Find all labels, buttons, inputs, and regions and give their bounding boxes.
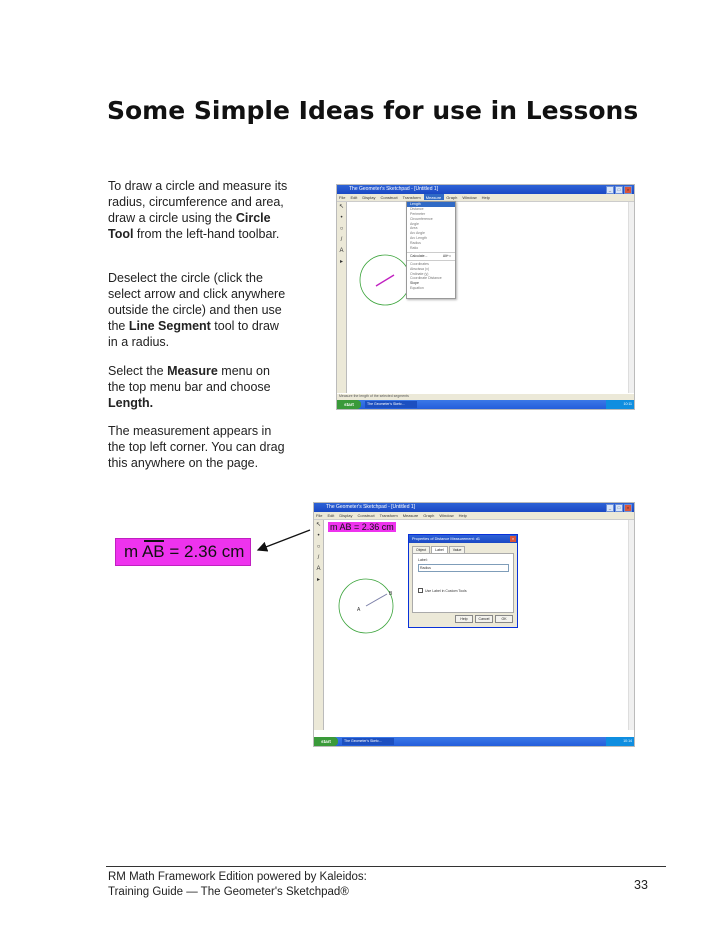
- taskbar-item[interactable]: The Geometer's Sketc...: [365, 401, 417, 408]
- window-title: The Geometer's Sketchpad - [Untitled 1]: [326, 504, 416, 510]
- menu-display[interactable]: Display: [362, 195, 376, 200]
- measurement-callout: [115, 538, 251, 566]
- dialog-buttons: [455, 615, 513, 623]
- checkbox-label: Use Label in Custom Tools: [425, 588, 467, 593]
- status-bar: Measure the length of the selected segments: [337, 394, 634, 400]
- start-button[interactable]: start: [314, 737, 338, 746]
- tab-object[interactable]: Object: [412, 546, 430, 553]
- text: tool to draw in a radius.: [108, 319, 279, 349]
- menu-measure[interactable]: Measure: [424, 194, 445, 200]
- bold-term-measure: Measure: [167, 364, 218, 378]
- tab-value[interactable]: Value: [449, 546, 466, 553]
- menu-item[interactable]: Arc Angle: [410, 231, 425, 236]
- measurement-label[interactable]: m AB = 2.36 cm: [330, 522, 394, 532]
- sketch-drawing: [347, 202, 629, 392]
- toolbox: [337, 202, 347, 393]
- text-tool-icon[interactable]: A: [316, 566, 321, 572]
- menu-item[interactable]: Coordinates: [410, 261, 429, 266]
- paragraph-line-segment: [108, 270, 290, 350]
- sketch-canvas[interactable]: [347, 202, 629, 393]
- point-a-label: A: [357, 607, 361, 613]
- callout-text: m AB = 2.36 cm: [124, 542, 245, 561]
- menu-bar: [337, 194, 634, 202]
- minimize-icon[interactable]: _: [606, 504, 614, 512]
- cancel-button[interactable]: Cancel: [475, 615, 493, 623]
- taskbar-item[interactable]: The Geometer's Sketc...: [342, 738, 394, 745]
- dialog-title: Properties of Distance Measurement: d1: [412, 537, 480, 541]
- bold-term-line-segment: Line Segment: [128, 319, 211, 333]
- window-title: The Geometer's Sketchpad - [Untitled 1]: [349, 186, 439, 192]
- calculate-label: Calculate...: [410, 253, 428, 258]
- menu-item[interactable]: Slope: [410, 281, 419, 286]
- menu-item[interactable]: Circumference: [410, 216, 433, 221]
- vertical-scrollbar[interactable]: [628, 520, 634, 730]
- text: Deselect the circle (click the select arrow and click anywhere outside the circle) and then use the: [108, 271, 286, 333]
- system-tray-clock: 10:11: [606, 400, 634, 409]
- menu-help[interactable]: Help: [481, 195, 490, 200]
- help-button[interactable]: Help: [455, 615, 473, 623]
- menu-bar: [314, 512, 634, 520]
- system-tray-clock: 10:14: [606, 737, 634, 746]
- calculate-shortcut: Alt+=: [442, 253, 451, 258]
- text: menu on the top menu bar and choose: [108, 364, 271, 394]
- menu-transform[interactable]: Transform: [402, 195, 421, 200]
- line-segment-tool-icon[interactable]: /: [317, 555, 320, 561]
- ok-button[interactable]: OK: [495, 615, 513, 623]
- footer-line-1: RM Math Framework Edition powered by Kaleidos:: [108, 871, 367, 883]
- label-input[interactable]: Radius: [418, 564, 509, 572]
- minimize-icon[interactable]: _: [606, 186, 614, 194]
- page-number: 33: [634, 878, 648, 892]
- menu-help[interactable]: Help: [458, 513, 467, 518]
- tab-label[interactable]: Label: [431, 546, 448, 553]
- close-icon[interactable]: ×: [624, 186, 632, 194]
- title-bar: [337, 185, 634, 194]
- menu-item[interactable]: Arc Length: [410, 236, 427, 241]
- maximize-icon[interactable]: □: [615, 186, 623, 194]
- radius-segment[interactable]: [366, 594, 387, 606]
- radius-segment[interactable]: [376, 275, 394, 286]
- menu-item[interactable]: Abscissa (x): [410, 266, 430, 271]
- screenshot-label-dialog: [313, 502, 635, 747]
- text-tool-icon[interactable]: A: [339, 248, 344, 254]
- taskbar: [337, 400, 634, 409]
- paragraph-measure-menu: [108, 363, 290, 411]
- select-arrow-icon[interactable]: ↖: [315, 522, 322, 528]
- circle-tool-icon[interactable]: ○: [316, 544, 321, 550]
- bold-term-circle-tool: Circle Tool: [108, 211, 271, 241]
- menu-item[interactable]: Radius: [410, 241, 421, 246]
- text: Select the: [108, 364, 168, 378]
- checkbox-row: [418, 588, 467, 593]
- line-segment-tool-icon[interactable]: /: [340, 237, 343, 243]
- menu-display[interactable]: Display: [339, 513, 353, 518]
- custom-tool-icon[interactable]: ▸: [339, 259, 343, 265]
- start-button[interactable]: start: [337, 400, 361, 409]
- menu-window[interactable]: Window: [439, 513, 454, 518]
- custom-tool-icon[interactable]: ▸: [316, 577, 320, 583]
- toolbox: [314, 520, 324, 730]
- callout-arrow: [258, 530, 310, 550]
- dialog-close-icon[interactable]: ×: [511, 536, 515, 541]
- menu-file[interactable]: File: [339, 195, 346, 200]
- menu-item[interactable]: Perimeter: [410, 211, 426, 216]
- menu-item[interactable]: Ordinate (y): [410, 271, 429, 276]
- menu-edit[interactable]: Edit: [327, 513, 335, 518]
- taskbar: [314, 737, 634, 746]
- measure-dropdown: [406, 201, 456, 299]
- vertical-scrollbar[interactable]: [628, 202, 634, 393]
- point-tool-icon[interactable]: •: [317, 533, 320, 539]
- use-label-checkbox[interactable]: [418, 588, 423, 593]
- bold-term-length: Length.: [108, 396, 154, 410]
- title-bar: [314, 503, 634, 512]
- text: To draw a circle and measure its radius, circumference and area, draw a circle using the: [108, 179, 288, 225]
- page-title: Some Simple Ideas for use in Lessons: [107, 96, 639, 125]
- properties-dialog: [408, 534, 518, 628]
- menu-item[interactable]: Equation: [410, 286, 424, 291]
- menu-item[interactable]: Area: [410, 226, 418, 231]
- menu-graph[interactable]: Graph: [446, 195, 458, 200]
- menu-edit[interactable]: Edit: [350, 195, 358, 200]
- dialog-title-bar: [409, 535, 517, 543]
- menu-measure[interactable]: Measure: [402, 513, 419, 518]
- footer-rule: [106, 866, 666, 867]
- menu-transform[interactable]: Transform: [379, 513, 398, 518]
- menu-item[interactable]: Coordinate Distance: [410, 276, 442, 281]
- overline-bar: [144, 540, 164, 542]
- paragraph-circle-tool: [108, 178, 290, 242]
- dialog-tabs: [409, 543, 517, 553]
- menu-item-length[interactable]: Length: [407, 202, 455, 207]
- menu-graph[interactable]: Graph: [423, 513, 435, 518]
- menu-file[interactable]: File: [316, 513, 323, 518]
- screenshot-measure-menu: [336, 184, 635, 410]
- text: from the left-hand toolbar.: [133, 227, 280, 241]
- point-tool-icon[interactable]: •: [340, 215, 343, 221]
- menu-construct[interactable]: Construct: [357, 513, 375, 518]
- menu-construct[interactable]: Construct: [380, 195, 398, 200]
- menu-item[interactable]: Ratio: [410, 246, 419, 251]
- point-b-label: B: [389, 591, 393, 597]
- footer-line-2: Training Guide — The Geometer's Sketchpad®: [108, 886, 349, 898]
- menu-item[interactable]: Angle: [410, 221, 419, 226]
- maximize-icon[interactable]: □: [615, 504, 623, 512]
- paragraph-measurement-appears: The measurement appears in the top left corner. You can drag this anywhere on the page.: [108, 424, 285, 470]
- field-label: Label:: [418, 558, 428, 562]
- dialog-panel: [412, 553, 514, 613]
- select-arrow-icon[interactable]: ↖: [338, 204, 345, 210]
- menu-item-calculate[interactable]: [407, 254, 455, 259]
- menu-item[interactable]: Distance: [410, 206, 424, 211]
- circle-tool-icon[interactable]: ○: [339, 226, 344, 232]
- close-icon[interactable]: ×: [624, 504, 632, 512]
- menu-window[interactable]: Window: [462, 195, 477, 200]
